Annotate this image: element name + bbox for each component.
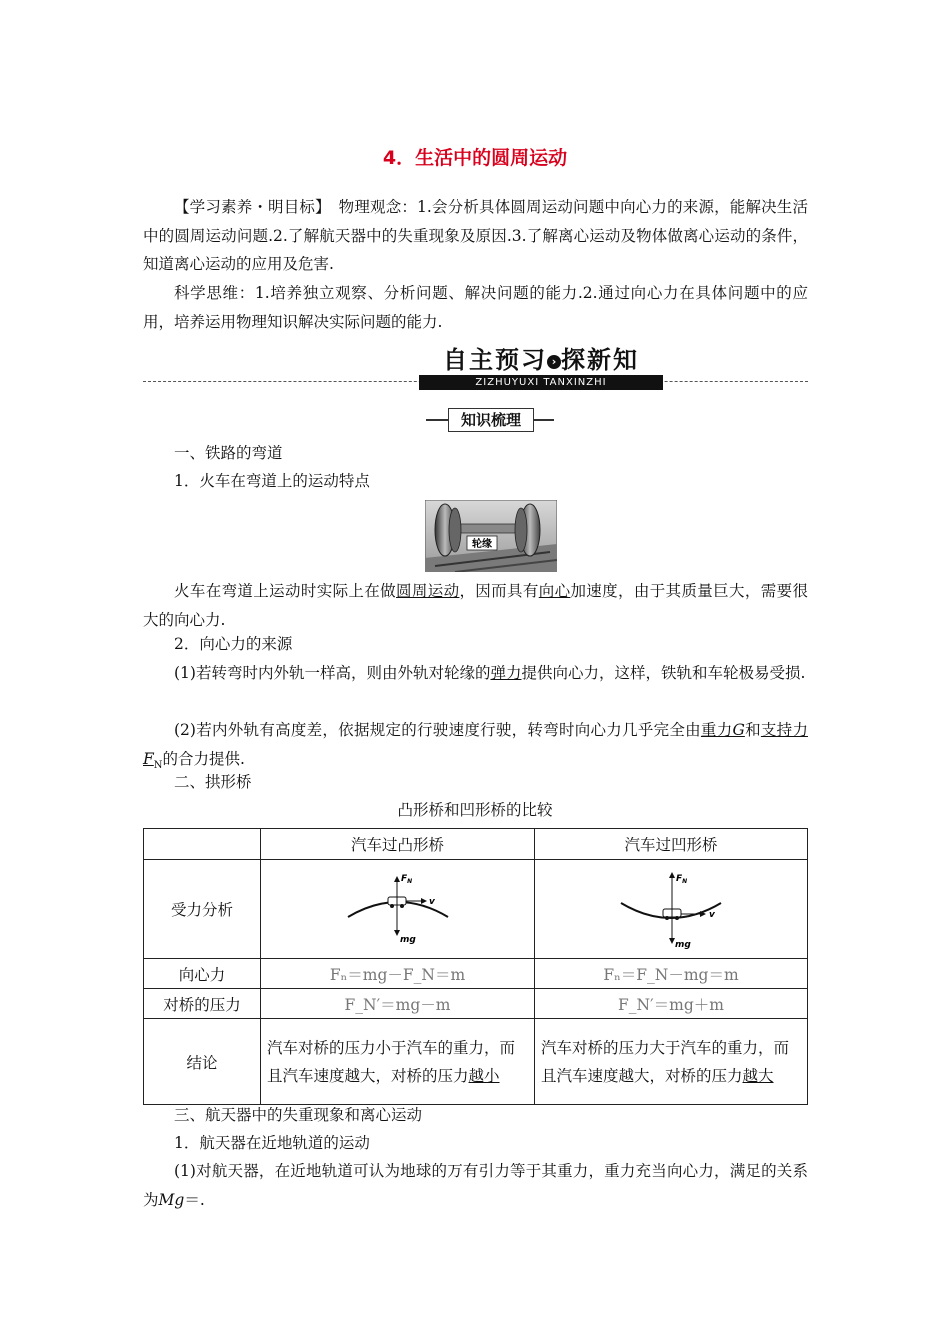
table-row — [144, 989, 808, 1019]
section-heading-1: 一、铁路的弯道 — [174, 444, 283, 462]
concave-centripetal: Fₙ＝F_N－mg＝m — [535, 959, 808, 989]
convex-conclusion: 汽车对桥的压力小于汽车的重力，而且汽车速度越大，对桥的压力越小 — [261, 1019, 535, 1105]
section-tag — [426, 408, 554, 432]
s1-paragraph-1: 火车在弯道上运动时实际上在做圆周运动，因而具有向心加速度，由于其质量巨大，需要很大的向心力. — [143, 582, 808, 629]
table-row — [144, 829, 808, 860]
section-heading-2: 二、拱形桥 — [174, 773, 252, 791]
section-banner — [417, 345, 665, 393]
table-row — [144, 1019, 808, 1105]
col-header-convex: 汽车过凸形桥 — [261, 829, 535, 860]
s3-paragraph-1: (1)对航天器，在近地轨道可认为地球的万有引力等于其重力，重力充当向心力，满足的关系为Mg＝. — [143, 1162, 808, 1209]
banner-pinyin: ZIZHUYUXI TANXINZHI — [419, 375, 663, 390]
row-label-centripetal: 向心力 — [144, 959, 261, 989]
convex-pressure: F_N′＝mg－m — [261, 989, 535, 1019]
convex-centripetal: Fₙ＝mg－F_N＝m — [261, 959, 535, 989]
item-1-2: 2．向心力的来源 — [174, 635, 293, 653]
goals-concept: 物理观念：1.会分析具体圆周运动问题中向心力的来源，能解决生活中的圆周运动问题.2.了解航天器中的失重现象及原因.3.了解离心运动及物体做离心运动的条件，知道离心运动的应用及危害. — [143, 198, 808, 273]
table-row — [144, 860, 808, 959]
table-cell — [144, 829, 261, 860]
item-3-1: 1．航天器在近地轨道的运动 — [174, 1134, 370, 1152]
wheel-flange-figure — [425, 500, 557, 572]
concave-bridge-diagram — [606, 865, 736, 949]
goals-paragraph — [143, 193, 808, 279]
svg-text:mg: mg — [675, 940, 691, 949]
row-label-force: 受力分析 — [144, 860, 261, 959]
concave-pressure: F_N′＝mg＋m — [535, 989, 808, 1019]
section-heading-3: 三、航天器中的失重现象和离心运动 — [174, 1106, 423, 1124]
banner-part1: 自主预习 — [443, 346, 547, 374]
svg-text:FN: $F_N$ — [400, 874, 412, 885]
section-tag-label: 知识梳理 — [448, 408, 534, 432]
item-1-1: 1．火车在弯道上的运动特点 — [174, 472, 370, 490]
page-title: 4．生活中的圆周运动 — [382, 147, 568, 169]
banner-part2: 探新知 — [561, 346, 639, 374]
s1-paragraph-2: (1)若转弯时内外轨一样高，则由外轨对轮缘的弹力提供向心力，这样，铁轨和车轮极易受损. — [174, 664, 806, 682]
row-label-pressure: 对桥的压力 — [144, 989, 261, 1019]
table-row — [144, 959, 808, 989]
row-label-conclusion: 结论 — [144, 1019, 261, 1105]
s1-paragraph-3: (2)若内外轨有高度差，依据规定的行驶速度行驶，转弯时向心力几乎完全由重力G和支持力$F_N$的合力提供. — [143, 721, 808, 771]
concave-force-cell — [535, 860, 808, 959]
svg-text:mg: mg — [399, 935, 416, 945]
svg-text:v: v — [428, 897, 435, 907]
convex-force-cell — [261, 860, 535, 959]
svg-text:v: v — [709, 910, 715, 920]
svg-text:FN: $F_N$ — [676, 874, 688, 885]
chevron-right-icon: › — [547, 355, 561, 369]
flange-label: 轮缘 — [472, 539, 492, 550]
goals-label: 【学习素养・明目标】 — [174, 198, 323, 216]
bridge-comparison-table — [143, 828, 808, 1105]
table-caption: 凸形桥和凹形桥的比较 — [397, 801, 553, 819]
thinking-paragraph: 科学思维：1.培养独立观察、分析问题、解决问题的能力.2.通过向心力在具体问题中的应用，培养运用物理知识解决实际问题的能力. — [143, 284, 808, 331]
convex-bridge-diagram — [338, 867, 458, 947]
concave-conclusion: 汽车对桥的压力大于汽车的重力，而且汽车速度越大，对桥的压力越大 — [535, 1019, 808, 1105]
col-header-concave: 汽车过凹形桥 — [535, 829, 808, 860]
